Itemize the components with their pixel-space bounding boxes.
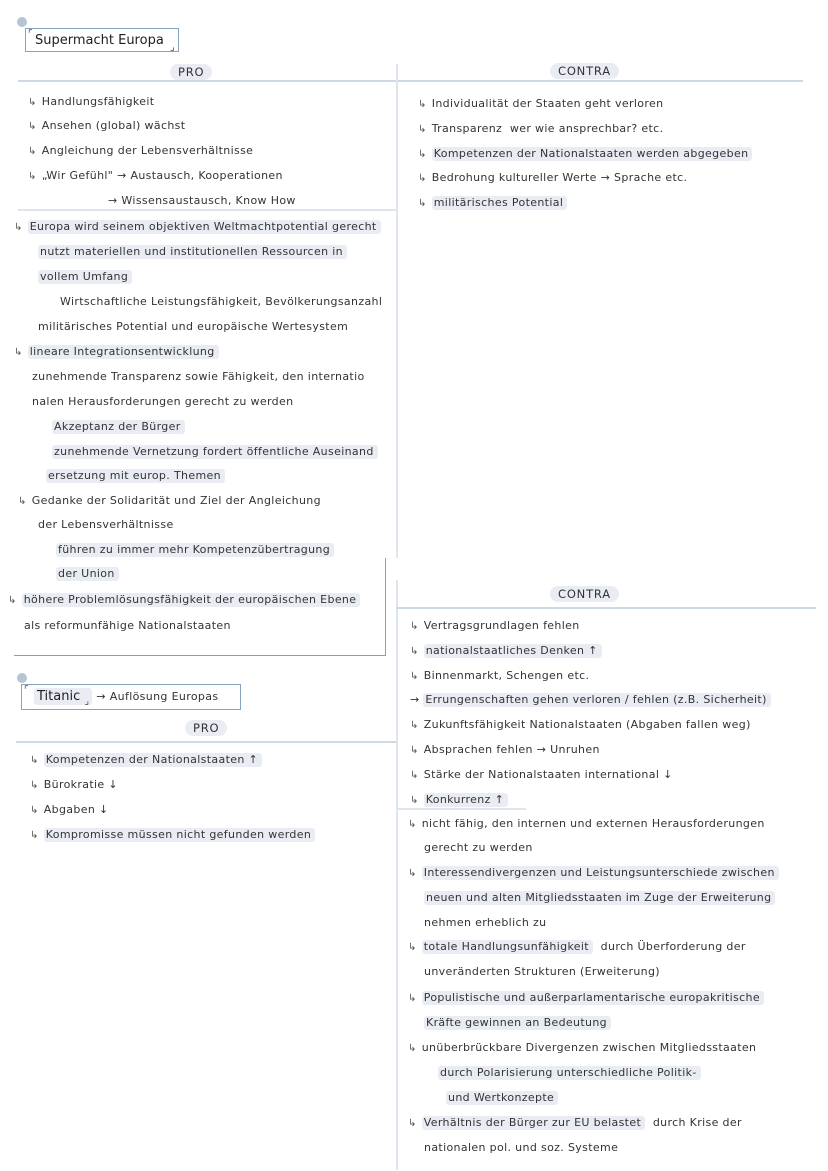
contra-item: Kräfte gewinnen an Bedeutung bbox=[424, 1015, 611, 1031]
pro-item: ↳ Bürokratie ↓ bbox=[30, 778, 118, 791]
contra-item: ↳ Stärke der Nationalstaaten international ↓ bbox=[410, 768, 673, 781]
note-line: der Lebensverhältnisse bbox=[38, 518, 174, 531]
contra-item: ↳ nicht fähig, den internen und externen Herausforderungen bbox=[408, 817, 765, 830]
contra-item: ↳ Konkurrenz ↑ bbox=[410, 792, 508, 809]
note-line: Wirtschaftliche Leistungsfähigkeit, Bevölkerungsanzahl bbox=[60, 295, 383, 308]
bullet-dot bbox=[17, 17, 27, 27]
contra-item: ↳ Verhältnis der Bürger zur EU belastet durch Krise der bbox=[408, 1116, 742, 1129]
divider bbox=[16, 741, 396, 743]
contra-item: ↳ Individualität der Staaten geht verloren bbox=[418, 97, 664, 110]
note-line: nalen Herausforderungen gerecht zu werden bbox=[32, 395, 294, 408]
note-line: ↳ Gedanke der Solidarität und Ziel der Angleichung bbox=[18, 494, 321, 507]
pro-item: ↳ Handlungsfähigkeit bbox=[28, 95, 155, 108]
note-line: Akzeptanz der Bürger bbox=[52, 419, 185, 435]
section-title-box bbox=[21, 684, 241, 710]
note-line: ↳ lineare Integrationsentwicklung bbox=[14, 344, 219, 361]
arrow-icon: → bbox=[96, 690, 110, 703]
pro-item: ↳ „Wir Gefühl" → Austausch, Kooperationen bbox=[28, 169, 283, 182]
section-title: Supermacht Europa bbox=[35, 33, 164, 48]
pro-item: ↳ Angleichung der Lebensverhältnisse bbox=[28, 144, 254, 157]
contra-item: nehmen erheblich zu bbox=[424, 916, 547, 929]
column-divider bbox=[396, 580, 398, 1170]
contra-item: ↳ Interessendivergenzen und Leistungsunterschiede zwischen bbox=[408, 865, 779, 882]
pro-label: PRO bbox=[170, 64, 212, 80]
note-line: der Union bbox=[56, 566, 119, 582]
contra-item: ↳ Transparenz wer wie ansprechbar? etc. bbox=[418, 122, 664, 135]
contra-item: neuen und alten Mitgliedsstaaten im Zuge der Erweiterung bbox=[424, 890, 775, 906]
contra-item: und Wertkonzepte bbox=[446, 1090, 558, 1106]
contra-item: ↳ nationalstaatliches Denken ↑ bbox=[410, 643, 602, 660]
column-divider bbox=[396, 64, 398, 558]
note-line: zunehmende Transparenz sowie Fähigkeit, den internatio bbox=[32, 370, 365, 383]
pro-item: → Wissensaustausch, Know How bbox=[108, 194, 296, 207]
divider bbox=[18, 80, 803, 82]
note-line: ersetzung mit europ. Themen bbox=[46, 468, 225, 484]
contra-item: ↳ Binnenmarkt, Schengen etc. bbox=[410, 669, 590, 682]
contra-item: gerecht zu werden bbox=[424, 841, 533, 854]
pro-label: PRO bbox=[185, 720, 227, 736]
section-subtitle: Auflösung Europas bbox=[109, 690, 219, 703]
bullet-dot bbox=[17, 673, 27, 683]
pro-item: ↳ Ansehen (global) wächst bbox=[28, 119, 186, 132]
note-line: ↳ Europa wird seinem objektiven Weltmachtpotential gerecht bbox=[14, 219, 381, 236]
pro-item: ↳ Kompromisse müssen nicht gefunden werden bbox=[30, 827, 315, 844]
section-title: Titanic ⌟ bbox=[34, 688, 92, 705]
contra-item: ↳ Absprachen fehlen → Unruhen bbox=[410, 743, 600, 756]
contra-item: ↳ Bedrohung kultureller Werte → Sprache etc. bbox=[418, 171, 688, 184]
note-line: zunehmende Vernetzung fordert öffentliche Auseinand bbox=[52, 444, 378, 460]
contra-item: ↳ Populistische und außerparlamentarische europakritische bbox=[408, 990, 764, 1007]
contra-item: durch Polarisierung unterschiedliche Politik- bbox=[438, 1065, 701, 1081]
contra-item: → Errungenschaften gehen verloren / fehlen (z.B. Sicherheit) bbox=[410, 692, 771, 708]
contra-item: unveränderten Strukturen (Erweiterung) bbox=[424, 965, 660, 978]
note-line: als reformunfähige Nationalstaaten bbox=[24, 619, 231, 632]
note-line: führen zu immer mehr Kompetenzübertragung bbox=[56, 542, 334, 558]
note-line: nutzt materiellen und institutionellen Ressourcen in bbox=[38, 244, 347, 260]
contra-item: ↳ Vertragsgrundlagen fehlen bbox=[410, 619, 580, 632]
pro-item: ↳ Abgaben ↓ bbox=[30, 803, 109, 816]
contra-label: CONTRA bbox=[550, 586, 619, 602]
contra-item: ↳ totale Handlungsunfähigkeit durch Überforderung der bbox=[408, 940, 746, 953]
contra-item: ↳ Zukunftsfähigkeit Nationalstaaten (Abgaben fallen weg) bbox=[410, 718, 751, 731]
pro-item: ↳ Kompetenzen der Nationalstaaten ↑ bbox=[30, 752, 262, 769]
frame-line bbox=[385, 558, 386, 656]
contra-item: ↳ Kompetenzen der Nationalstaaten werden abgegeben bbox=[418, 146, 752, 163]
divider bbox=[18, 209, 396, 211]
note-line: ↳ höhere Problemlösungsfähigkeit der europäischen Ebene bbox=[8, 592, 360, 609]
note-line: militärisches Potential und europäische Wertesystem bbox=[38, 320, 349, 333]
contra-label: CONTRA bbox=[550, 63, 619, 79]
contra-item: ↳ militärisches Potential bbox=[418, 195, 567, 212]
divider bbox=[396, 607, 816, 609]
contra-item: nationalen pol. und soz. Systeme bbox=[424, 1141, 619, 1154]
section-title-box bbox=[25, 28, 179, 52]
contra-item: ↳ unüberbrückbare Divergenzen zwischen Mitgliedsstaaten bbox=[408, 1041, 757, 1054]
note-line: vollem Umfang bbox=[38, 269, 132, 285]
divider bbox=[396, 808, 526, 810]
frame-line bbox=[14, 655, 386, 656]
